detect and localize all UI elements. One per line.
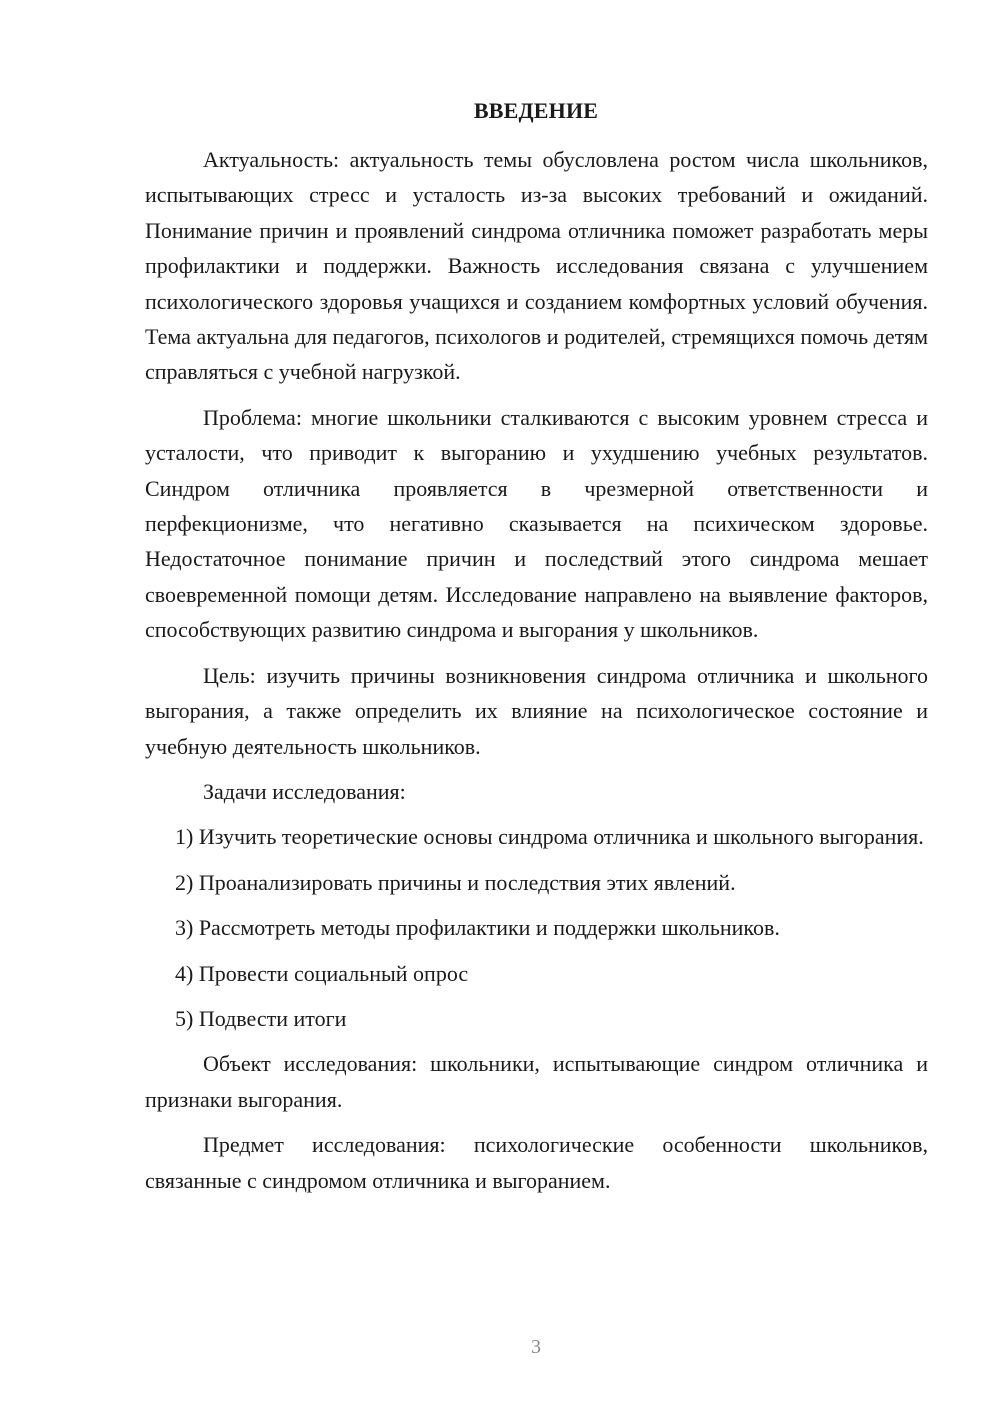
paragraph-goal: Цель: изучить причины возникновения синдрома отличника и школьного выгорания, а также определить их влияние на психологическое состояние и учебную деятельность школьников. xyxy=(145,662,928,759)
task-item-3: 3) Рассмотреть методы профилактики и поддержки школьников. xyxy=(175,915,780,941)
paragraph-object: Объект исследования: школьники, испытывающие синдром отличника и признаки выгорания. xyxy=(145,1051,928,1112)
paragraph-problem: Проблема: многие школьники сталкиваются с высоким уровнем стресса и усталости, что приводит к выгоранию и ухудшению учебных результатов. Синдром отличника проявляется в чрезмерной ответственности и перфекционизме, что негативно сказывается на психическом здоровье. Недостаточное понимание причин и последствий этого синдрома мешает своевременной помощи детям. Исследование направлено на выявление факторов, способствующих развитию синдрома и выгорания у школьников. xyxy=(145,404,928,643)
paragraph-subject: Предмет исследования: психологические особенности школьников, связанные с синдромом отличника и выгоранием. xyxy=(145,1132,928,1193)
paragraph-relevance: Актуальность: актуальность темы обусловлена ростом числа школьников, испытывающих стресс и усталость из-за высоких требований и ожиданий. Понимание причин и проявлений синдрома отличника поможет разработать меры профилактики и поддержки. Важность исследования связана с улучшением психологического здоровья учащихся и созданием комфортных условий обучения. Тема актуальна для педагогов, психологов и родителей, стремящихся помочь детям справляться с учебной нагрузкой. xyxy=(145,147,928,385)
task-item-2: 2) Проанализировать причины и последствия этих явлений. xyxy=(175,869,736,895)
task-item-4: 4) Провести социальный опрос xyxy=(175,960,469,986)
task-item-1: 1) Изучить теоретические основы синдрома отличника и школьного выгорания. xyxy=(175,824,924,850)
section-heading: ВВЕДЕНИЕ xyxy=(473,98,599,123)
page-number: 3 xyxy=(531,1336,541,1358)
body-text xyxy=(145,142,928,1208)
task-item-5: 5) Подвести итоги xyxy=(175,1005,347,1031)
tasks-heading: Задачи исследования: xyxy=(203,778,406,804)
